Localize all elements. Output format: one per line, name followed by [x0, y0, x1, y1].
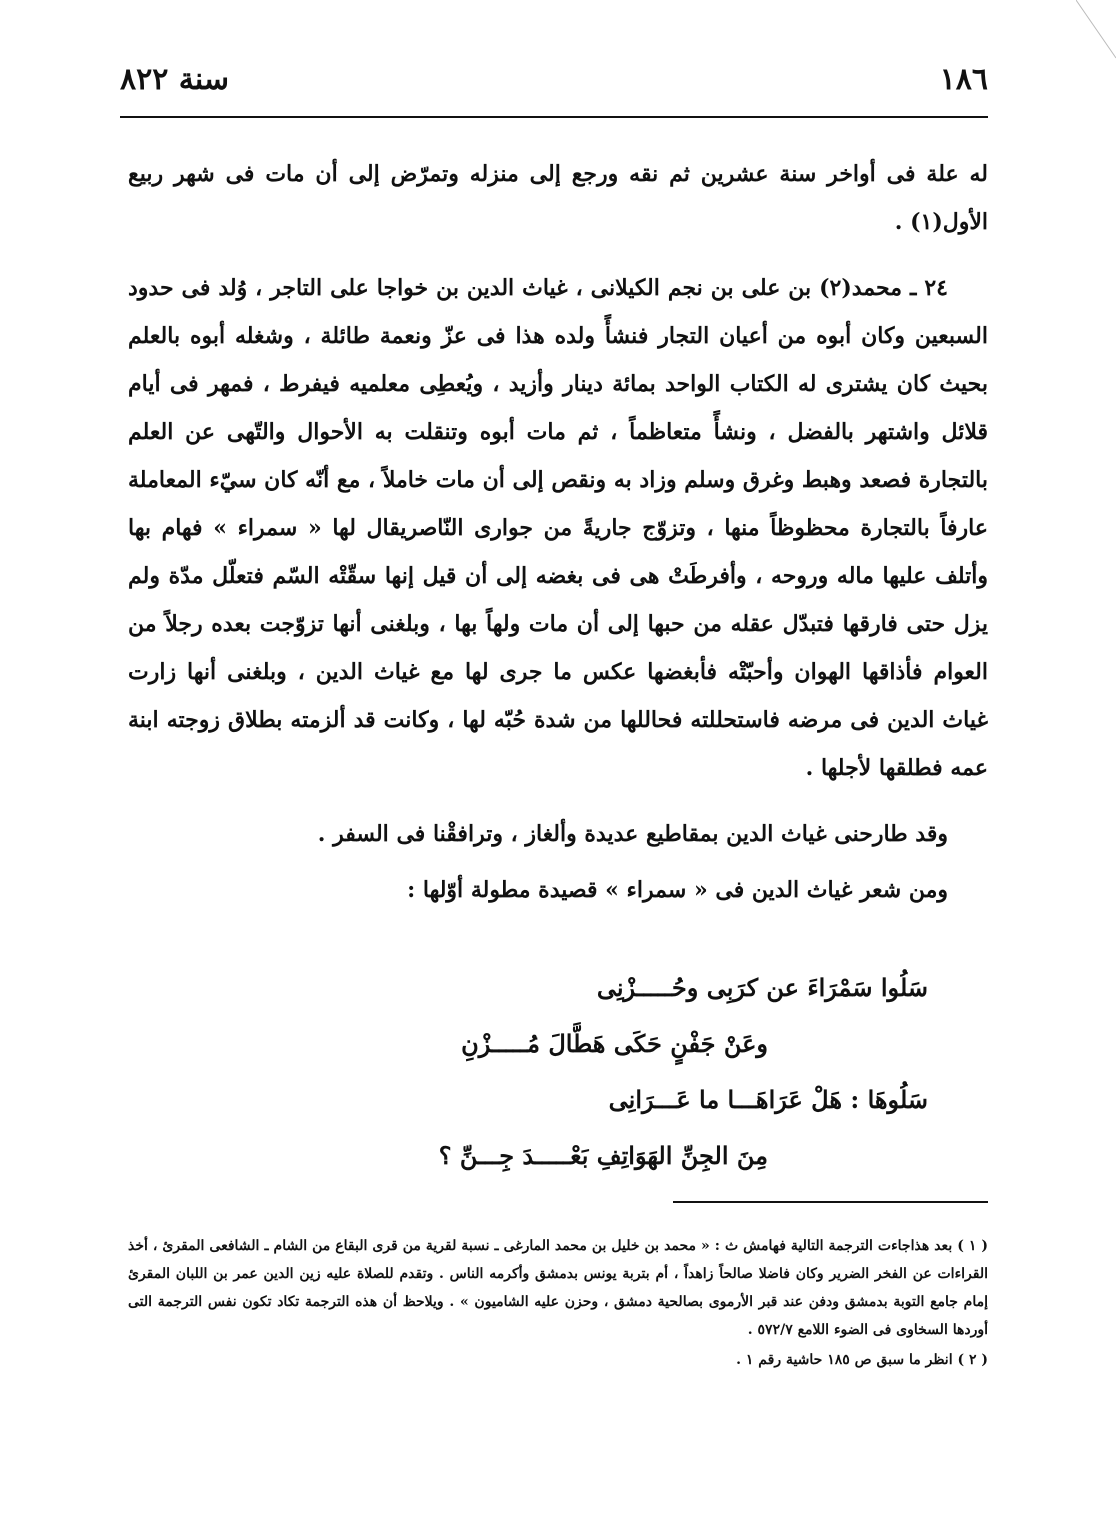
footnote-2: ( ٢ ) انظر ما سبق ص ١٨٥ حاشية رقم ١ .: [736, 1352, 988, 1368]
footnotes: [128, 1232, 988, 1374]
page-number: ١٨٦: [939, 62, 988, 97]
verse-line: سَلُوهَا : هَلْ عَرَاهَـــا ما عَـــرَانِى: [608, 1085, 928, 1114]
running-head-year: سنة ٨٢٢: [120, 62, 230, 97]
page-corner-fold: [1076, 0, 1116, 60]
header-rule: [120, 116, 988, 118]
footnote-rule: [673, 1201, 988, 1203]
main-text: [128, 150, 988, 914]
verse-line: وعَنْ جَفْنٍ حَكَى هَطَّالَ مُـــــزْنِ: [461, 1029, 768, 1058]
verse-line: مِنَ الجِنِّ الهَوَاتِفِ بَعْـــــدَ جِـــنِّ ؟: [438, 1141, 768, 1170]
paragraph-biography-24: ٢٤ ـ محمد(٢) بن على بن نجم الكيلانى ، غياث الدين بن خواجا على التاجر ، وُلد فى حدود السبعين وكان أبوه من أعيان التجار فنشأً ولده هذا فى عزّ ونعمة طائلة ، وشغله أبوه بالعلم بحيث كان يشترى له الكتاب الواحد بمائة دينار وأزيد ، ويُعطِى معلميه فيفرط ، فمهر فى أيام قلائل واشتهر بالفضل ، ونشأً متعاظماً ، ثم مات أبوه وتنقلت به الأحوال والتّهى عن العلم بالتجارة فصعد وهبط وغرق وسلم وزاد به ونقص إلى أن مات خاملاً ، مع أنّه كان سيّء المعاملة عارفاً بالتجارة محظوظاً منها ، وتزوّج جاريةً من جوارى النّاصريقال لها « سمراء » فهام بها وأتلف عليها ماله وروحه ، وأفرطَتْ هى فى بغضه إلى أن قيل إنها سقّتْه السّم فتعلّل مدّة ولم يزل حتى فارقها فتبدّل عقله من حبها إلى أن مات ولهاً بها ، وبلغنى أنها تزوّجت بعده رجلاً من العوام فأذاقها الهوان وأحبّتْه فأبغضها عكس ما جرى لها مع غياث الدين ، وبلغنى أنها زارت غياث الدين فى مرضه فاستحللته فحاللها من شدة حُبّه لها ، وكانت قد ألزمته بطلاق زوجته ابنة عمه فطلقها لأجلها .: [128, 275, 988, 781]
footnote-1: ( ١ ) بعد هذاجاءت الترجمة التالية فهامش ث : « محمد بن خليل بن محمد المارغى ـ نسبة لقرية من قرى البقاع من الشام ـ الشافعى المقرئ ، أخذ القراءات عن الفخر الضرير وكان فاضلا صالحاً زاهداً ، أم بتربة يونس بدمشق وأكرمه الناس . وتقدم للصلاة عليه زين الدين عمر بن اللبان المقرئ إمام جامع التوبة بدمشق ودفن عند قبر الأرموى بصالحية دمشق ، وحزن عليه الشاميون » . ويلاحظ أن هذه الترجمة تكاد تكون نفس الترجمة التى أوردها السخاوى فى الضوء اللامع ٥٧٢/٧ .: [128, 1238, 988, 1338]
poem: [128, 960, 988, 1184]
paragraph-continuation: له علة فى أواخر سنة عشرين ثم نقه ورجع إلى منزله وتمرّض إلى أن مات فى شهر ربيع الأول(١) .: [128, 161, 988, 235]
paragraph-poem-intro: ومن شعر غياث الدين فى « سمراء » قصيدة مطولة أوّلها :: [407, 877, 948, 903]
verse-line: سَلُوا سَمْرَاءَ عن كرَبِى وحُـــــزْنِى: [596, 973, 928, 1002]
page-header: [120, 62, 988, 108]
paragraph-correspondence: وقد طارحنى غياث الدين بمقاطيع عديدة وألغاز ، وترافقْنا فى السفر .: [317, 821, 948, 847]
